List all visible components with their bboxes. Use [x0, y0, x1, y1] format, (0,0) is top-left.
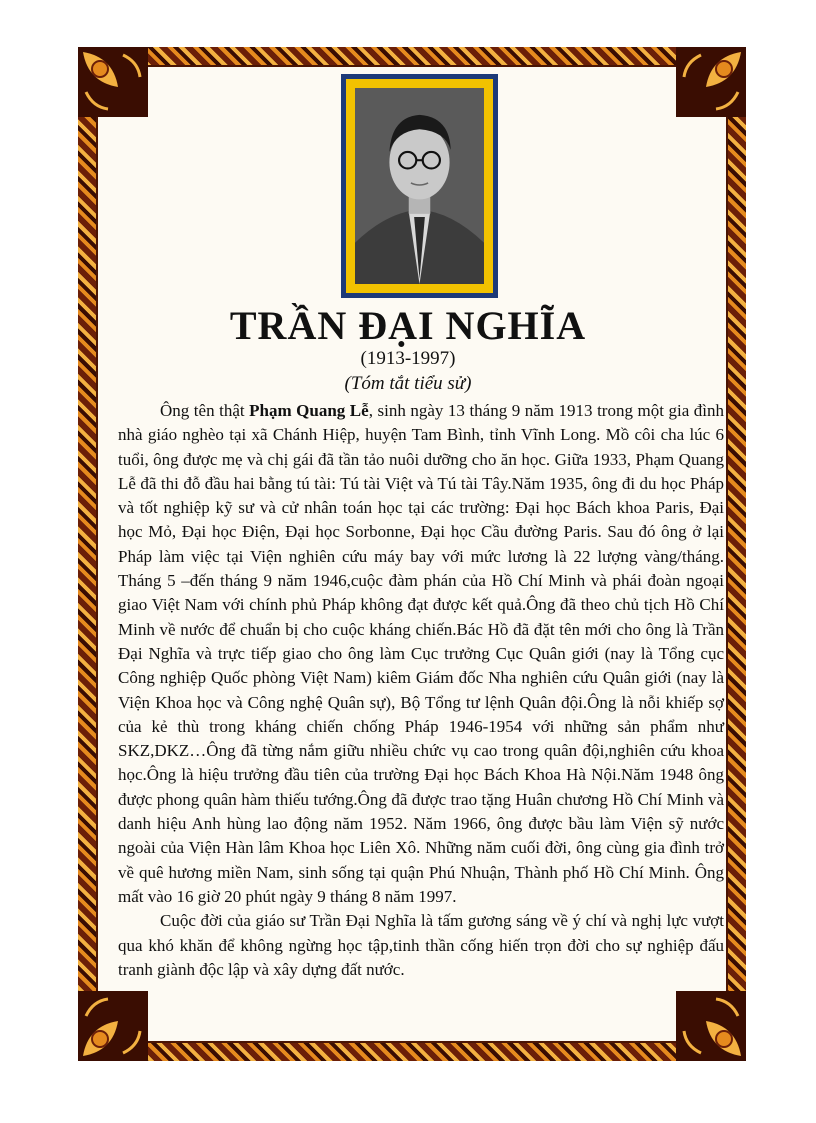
- portrait-frame: [341, 74, 498, 298]
- bio-paragraph-1: [118, 399, 724, 909]
- page-title: TRẦN ĐẠI NGHĨA: [229, 303, 587, 348]
- biography-text: [118, 399, 724, 982]
- bio-paragraph-2: Cuộc đời của giáo sư Trần Đại Nghĩa là tấm gương sáng về ý chí và nghị lực vượt qua khó khăn để không ngừng học tập,tinh thần cống hiến trọn đời cho sự nghiệp đấu tranh giành độc lập và xây dựng đất nước.: [118, 911, 724, 979]
- corner-ornament: [78, 991, 148, 1061]
- life-years: (1913-1997): [360, 348, 456, 369]
- bio-p1-start: Ông tên thật: [160, 401, 250, 420]
- bio-p1-rest: , sinh ngày 13 tháng 9 năm 1913 trong một gia đình nhà giáo nghèo tại xã Chánh Hiệp, huyện Tam Bình, tỉnh Vĩnh Long. Mồ côi cha lúc 6 tuổi, ông được mẹ và chị gái đã tần tảo nuôi dưỡng cho ăn học. Giữa 1933, Phạm Quang Lễ đã thi đỗ đầu hai bằng tú tài: Tú tài Việt và Tú tài Tây.Năm 1935, ông đi du học Pháp và tốt nghiệp kỹ sư và cử nhân toán học tại các trường: Đại học Bách khoa Paris, Đại học Mỏ, Đại học Điện, Đại học Sorbonne, Đại học Cầu đường Paris. Sau đó ông ở lại Pháp làm việc tại Viện nghiên cứu máy bay với mức lương là 22 lượng vàng/tháng. Tháng 5 –đến tháng 9 năm 1946,cuộc đàm phán của Hồ Chí Minh và phái đoàn ngoại giao Việt Nam với chính phủ Pháp không đạt được kết quả.Ông đã theo chủ tịch Hồ Chí Minh về nước để chuẩn bị cho cuộc kháng chiến.Bác Hồ đã đặt tên mới cho ông là Trần Đại Nghĩa và trực tiếp giao cho ông làm Cục trưởng Cục Quân giới (nay là Tổng cục Công nghiệp Quốc phòng Việt Nam) kiêm Giám đốc Nha nghiên cứu Quân giới (nay là Viện Khoa học và Công nghệ Quân sự), Bộ Tổng tư lệnh Quân đội.Ông là nỗi khiếp sợ của kẻ thù trong kháng chiến chống Pháp 1946-1954 với những sản phẩm như SKZ,DKZ…Ông đã từng nắm giữu nhiều chức vụ cao trong quân đội,nghiên cứu khoa học.Ông là hiệu trưởng đầu tiên của trường Đại học Bách Khoa Hà Nội.Năm 1948 ông được phong quân hàm thiếu tướng.Ông đã được trao tặng Huân chương Hồ Chí Minh và danh hiệu Anh hùng lao động năm 1952. Năm 1966, ông được bầu làm Viện sỹ nước ngoài của Viện Hàn lâm Khoa học Liên Xô. Những năm cuối đời, ông cùng gia đình trở về quê hương miền Nam, sinh sống tại quận Phú Nhuận, Thành phố Hồ Chí Minh. Ông mất vào 16 giờ 20 phút ngày 9 tháng 8 năm 1997.: [118, 401, 724, 906]
- corner-ornament: [78, 47, 148, 117]
- corner-ornament: [676, 991, 746, 1061]
- birth-name: Phạm Quang Lễ: [249, 401, 369, 420]
- portrait-photo: [355, 88, 484, 284]
- corner-ornament: [676, 47, 746, 117]
- subtitle: (Tóm tắt tiểu sử): [344, 373, 472, 394]
- portrait-mat: [346, 79, 493, 293]
